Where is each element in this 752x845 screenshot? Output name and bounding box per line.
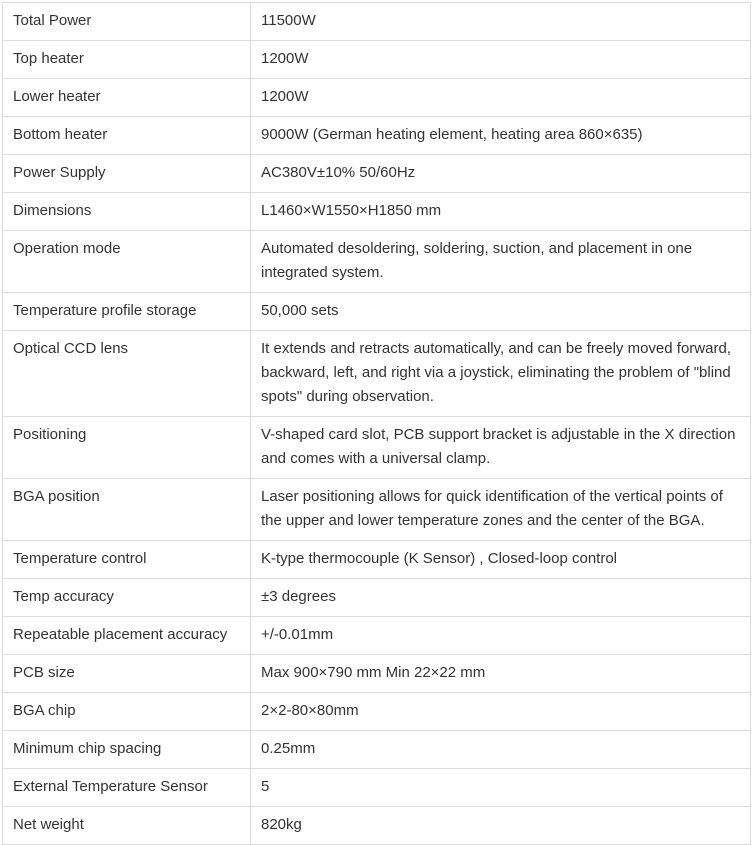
spec-row-bottom-heater bbox=[3, 117, 751, 155]
spec-value: 50,000 sets bbox=[251, 293, 751, 331]
spec-label: Total Power bbox=[3, 3, 251, 41]
spec-row-temp-accuracy bbox=[3, 579, 751, 617]
spec-value: L1460×W1550×H1850 mm bbox=[251, 193, 751, 231]
spec-label: Positioning bbox=[3, 417, 251, 479]
spec-value: K-type thermocouple (K Sensor) , Closed-loop control bbox=[251, 541, 751, 579]
spec-row-repeatable-placement-accuracy bbox=[3, 617, 751, 655]
spec-value: Max 900×790 mm Min 22×22 mm bbox=[251, 655, 751, 693]
spec-label: External Temperature Sensor bbox=[3, 769, 251, 807]
spec-value: 11500W bbox=[251, 3, 751, 41]
spec-row-total-power bbox=[3, 3, 751, 41]
spec-label: Power Supply bbox=[3, 155, 251, 193]
spec-row-positioning bbox=[3, 417, 751, 479]
specifications-table bbox=[2, 2, 751, 845]
spec-row-top-heater bbox=[3, 41, 751, 79]
spec-label: Temp accuracy bbox=[3, 579, 251, 617]
spec-label: Operation mode bbox=[3, 231, 251, 293]
spec-value: 1200W bbox=[251, 41, 751, 79]
spec-value: 2×2-80×80mm bbox=[251, 693, 751, 731]
spec-row-temperature-profile-storage bbox=[3, 293, 751, 331]
spec-label: Temperature profile storage bbox=[3, 293, 251, 331]
spec-label: Temperature control bbox=[3, 541, 251, 579]
spec-label: Minimum chip spacing bbox=[3, 731, 251, 769]
spec-label: BGA position bbox=[3, 479, 251, 541]
spec-row-temperature-control bbox=[3, 541, 751, 579]
spec-row-pcb-size bbox=[3, 655, 751, 693]
spec-label: Optical CCD lens bbox=[3, 331, 251, 417]
spec-value: ±3 degrees bbox=[251, 579, 751, 617]
spec-label: Net weight bbox=[3, 807, 251, 845]
spec-row-bga-position bbox=[3, 479, 751, 541]
spec-value: 820kg bbox=[251, 807, 751, 845]
spec-label: Bottom heater bbox=[3, 117, 251, 155]
spec-value: 9000W (German heating element, heating area 860×635) bbox=[251, 117, 751, 155]
spec-value: 0.25mm bbox=[251, 731, 751, 769]
spec-row-power-supply bbox=[3, 155, 751, 193]
spec-label: Top heater bbox=[3, 41, 251, 79]
spec-label: Repeatable placement accuracy bbox=[3, 617, 251, 655]
spec-label: PCB size bbox=[3, 655, 251, 693]
spec-value: +/-0.01mm bbox=[251, 617, 751, 655]
spec-value: 5 bbox=[251, 769, 751, 807]
spec-label: Lower heater bbox=[3, 79, 251, 117]
spec-value: V-shaped card slot, PCB support bracket is adjustable in the X direction and comes with a universal clamp. bbox=[251, 417, 751, 479]
spec-row-bga-chip bbox=[3, 693, 751, 731]
spec-label: Dimensions bbox=[3, 193, 251, 231]
spec-value: Automated desoldering, soldering, suction, and placement in one integrated system. bbox=[251, 231, 751, 293]
spec-value: Laser positioning allows for quick identification of the vertical points of the upper and lower temperature zones and the center of the BGA. bbox=[251, 479, 751, 541]
spec-row-operation-mode bbox=[3, 231, 751, 293]
spec-row-minimum-chip-spacing bbox=[3, 731, 751, 769]
spec-label: BGA chip bbox=[3, 693, 251, 731]
spec-row-external-temperature-sensor bbox=[3, 769, 751, 807]
spec-row-net-weight bbox=[3, 807, 751, 845]
spec-value: It extends and retracts automatically, and can be freely moved forward, backward, left, and right via a joystick, eliminating the problem of "blind spots" during observation. bbox=[251, 331, 751, 417]
spec-row-lower-heater bbox=[3, 79, 751, 117]
spec-row-dimensions bbox=[3, 193, 751, 231]
spec-value: AC380V±10% 50/60Hz bbox=[251, 155, 751, 193]
spec-value: 1200W bbox=[251, 79, 751, 117]
spec-row-optical-ccd-lens bbox=[3, 331, 751, 417]
